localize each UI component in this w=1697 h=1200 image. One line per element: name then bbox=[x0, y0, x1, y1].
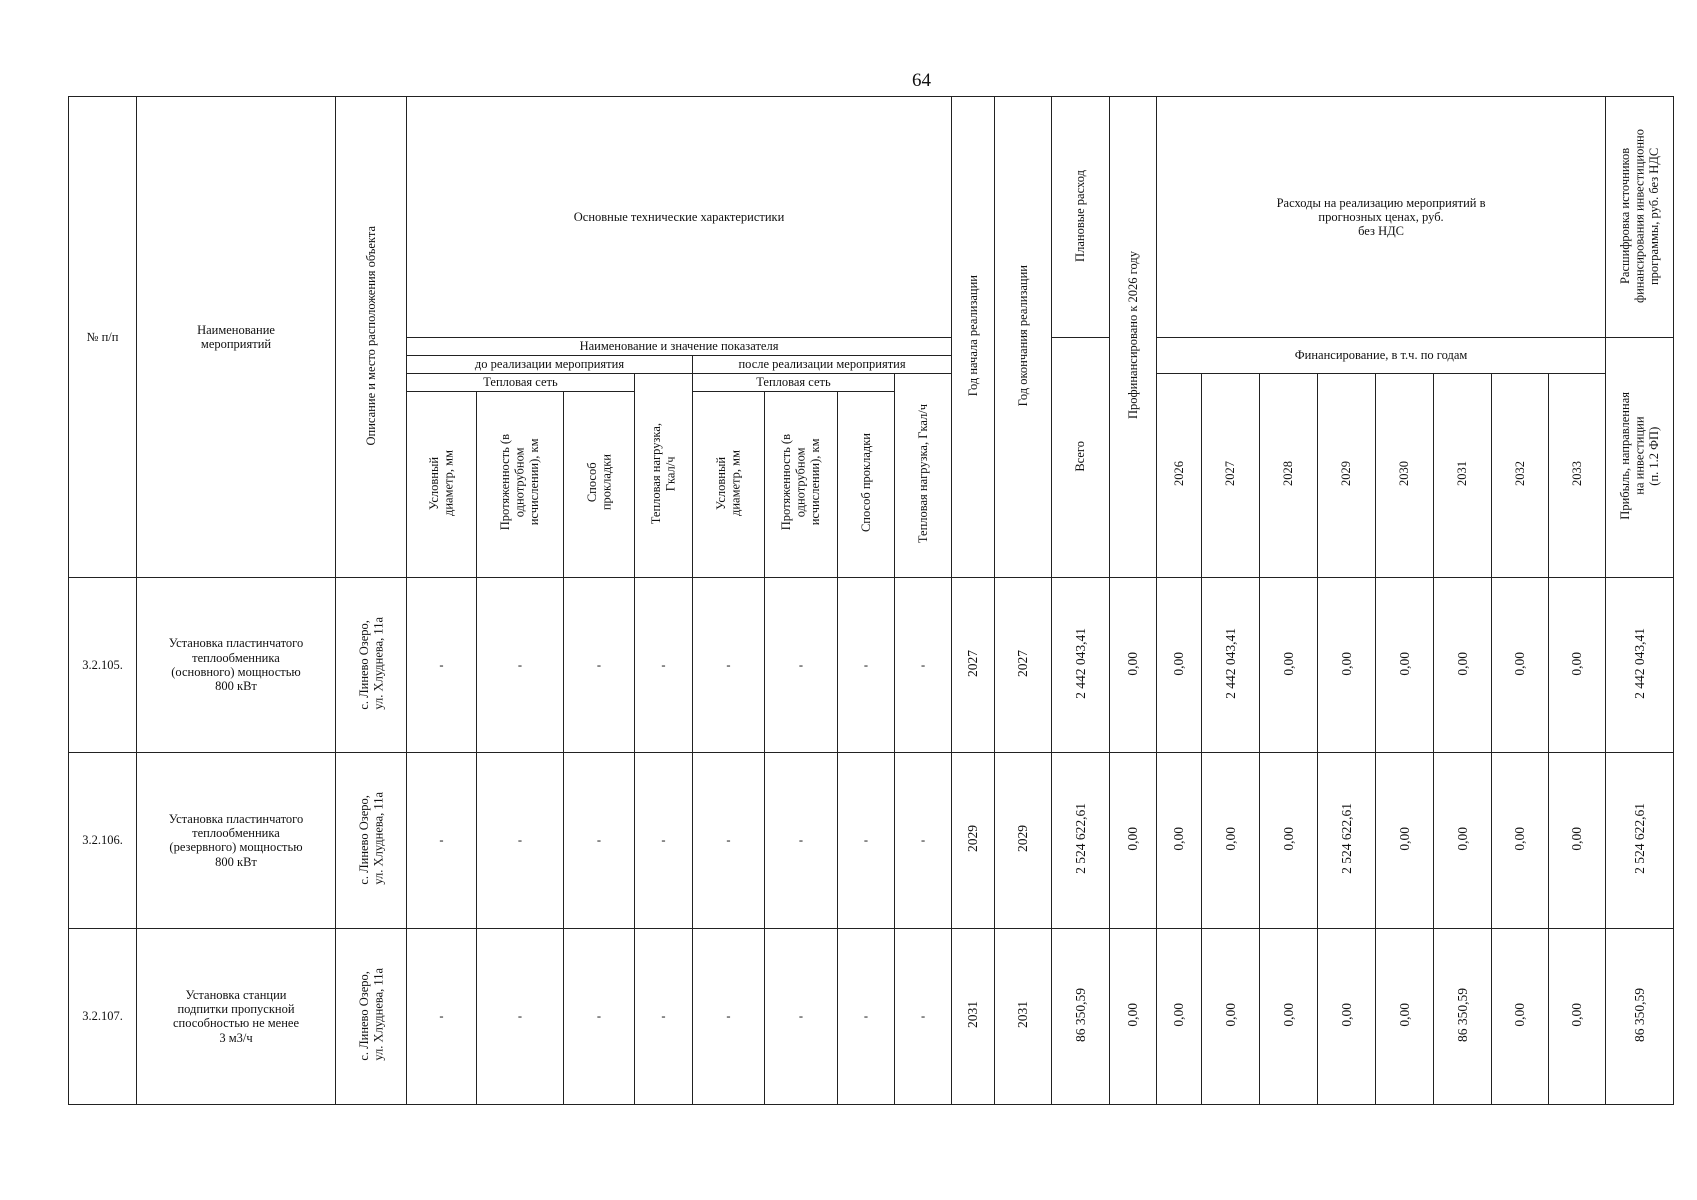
row-tech-1: - bbox=[407, 577, 477, 752]
header-year-2028: 2028 bbox=[1260, 373, 1318, 577]
row-tech-2: - bbox=[477, 928, 564, 1104]
header-length-after: Протяженность (в однотрубном исчислении), км bbox=[765, 391, 838, 577]
row-2029: 2 524 622,61 bbox=[1318, 753, 1376, 928]
row-2033: 0,00 bbox=[1549, 577, 1606, 752]
header-year-2027: 2027 bbox=[1202, 373, 1260, 577]
row-tech-8: - bbox=[895, 577, 952, 752]
header-location: Описание и место расположения объекта bbox=[336, 97, 407, 578]
header-heat-load-before: Тепловая нагрузка, Гкал/ч bbox=[635, 373, 693, 577]
header-year-end: Год окончания реализации bbox=[995, 97, 1052, 578]
row-2032: 0,00 bbox=[1492, 928, 1549, 1104]
row-tech-3: - bbox=[564, 928, 635, 1104]
row-2032: 0,00 bbox=[1492, 577, 1549, 752]
row-total: 2 442 043,41 bbox=[1052, 577, 1110, 752]
header-profit: Прибыль, направленная на инвестиции (п. 1.2 ФП) bbox=[1606, 338, 1674, 577]
row-num: 3.2.107. bbox=[69, 928, 137, 1104]
header-method-before: Способ прокладки bbox=[564, 391, 635, 577]
row-location: с. Линево Озеро, ул. Хлуднева, 11а bbox=[336, 577, 407, 752]
header-expenses: Расходы на реализацию мероприятий в прогнозных ценах, руб. без НДС bbox=[1157, 97, 1606, 338]
page-number: 64 bbox=[912, 70, 931, 91]
header-planned-expense: Плановые расход bbox=[1052, 97, 1110, 338]
row-2031: 0,00 bbox=[1434, 577, 1492, 752]
row-2030: 0,00 bbox=[1376, 577, 1434, 752]
row-tech-7: - bbox=[838, 577, 895, 752]
header-sources: Расшифровка источников финансирования инвестиционно программы, руб. без НДС bbox=[1606, 97, 1674, 338]
row-2026: 0,00 bbox=[1157, 928, 1202, 1104]
row-2027: 2 442 043,41 bbox=[1202, 577, 1260, 752]
header-cond-diameter-before: Условный диаметр, мм bbox=[407, 391, 477, 577]
row-profit: 86 350,59 bbox=[1606, 928, 1674, 1104]
row-name: Установка пластинчатого теплообменника (резервного) мощностью 800 кВт bbox=[137, 753, 336, 928]
row-year-end: 2031 bbox=[995, 928, 1052, 1104]
header-before: до реализации мероприятия bbox=[407, 355, 693, 373]
row-year-start: 2027 bbox=[952, 577, 995, 752]
row-financed: 0,00 bbox=[1110, 753, 1157, 928]
table-row bbox=[69, 753, 1674, 928]
row-num: 3.2.106. bbox=[69, 753, 137, 928]
header-year-2029: 2029 bbox=[1318, 373, 1376, 577]
row-2031: 86 350,59 bbox=[1434, 928, 1492, 1104]
header-indicator-name-value: Наименование и значение показателя bbox=[407, 338, 952, 355]
row-tech-6: - bbox=[765, 577, 838, 752]
row-2031: 0,00 bbox=[1434, 753, 1492, 928]
header-tech-characteristics: Основные технические характеристики bbox=[407, 97, 952, 338]
header-total: Всего bbox=[1052, 338, 1110, 577]
row-year-start: 2029 bbox=[952, 753, 995, 928]
header-year-2032: 2032 bbox=[1492, 373, 1549, 577]
row-num: 3.2.105. bbox=[69, 577, 137, 752]
row-tech-4: - bbox=[635, 928, 693, 1104]
row-2033: 0,00 bbox=[1549, 928, 1606, 1104]
row-name: Установка пластинчатого теплообменника (основного) мощностью 800 кВт bbox=[137, 577, 336, 752]
row-year-end: 2027 bbox=[995, 577, 1052, 752]
row-name: Установка станции подпитки пропускной способностью не менее 3 м3/ч bbox=[137, 928, 336, 1104]
header-name: Наименование мероприятий bbox=[137, 97, 336, 578]
row-2028: 0,00 bbox=[1260, 577, 1318, 752]
row-2026: 0,00 bbox=[1157, 577, 1202, 752]
row-tech-3: - bbox=[564, 577, 635, 752]
row-tech-1: - bbox=[407, 928, 477, 1104]
row-total: 86 350,59 bbox=[1052, 928, 1110, 1104]
row-2027: 0,00 bbox=[1202, 753, 1260, 928]
row-tech-5: - bbox=[693, 753, 765, 928]
investment-program-table bbox=[68, 96, 1674, 1105]
row-2032: 0,00 bbox=[1492, 753, 1549, 928]
row-location: с. Линево Озеро, ул. Хлуднева, 11а bbox=[336, 928, 407, 1104]
row-financed: 0,00 bbox=[1110, 577, 1157, 752]
row-2029: 0,00 bbox=[1318, 928, 1376, 1104]
row-2026: 0,00 bbox=[1157, 753, 1202, 928]
row-tech-7: - bbox=[838, 928, 895, 1104]
row-2027: 0,00 bbox=[1202, 928, 1260, 1104]
row-tech-8: - bbox=[895, 753, 952, 928]
header-year-start: Год начала реализации bbox=[952, 97, 995, 578]
row-2028: 0,00 bbox=[1260, 753, 1318, 928]
row-total: 2 524 622,61 bbox=[1052, 753, 1110, 928]
header-year-2031: 2031 bbox=[1434, 373, 1492, 577]
row-tech-3: - bbox=[564, 753, 635, 928]
row-tech-4: - bbox=[635, 753, 693, 928]
row-tech-1: - bbox=[407, 753, 477, 928]
table-row bbox=[69, 577, 1674, 752]
row-2030: 0,00 bbox=[1376, 753, 1434, 928]
header-heat-load-after: Тепловая нагрузка, Гкал/ч bbox=[895, 373, 952, 577]
header-year-2026: 2026 bbox=[1157, 373, 1202, 577]
row-tech-5: - bbox=[693, 928, 765, 1104]
row-year-start: 2031 bbox=[952, 928, 995, 1104]
table-row bbox=[69, 928, 1674, 1104]
header-length-before: Протяженность (в однотрубном исчислении), км bbox=[477, 391, 564, 577]
row-2029: 0,00 bbox=[1318, 577, 1376, 752]
header-year-2033: 2033 bbox=[1549, 373, 1606, 577]
row-tech-8: - bbox=[895, 928, 952, 1104]
header-year-2030: 2030 bbox=[1376, 373, 1434, 577]
row-2030: 0,00 bbox=[1376, 928, 1434, 1104]
header-after: после реализации мероприятия bbox=[693, 355, 952, 373]
row-2028: 0,00 bbox=[1260, 928, 1318, 1104]
row-tech-6: - bbox=[765, 928, 838, 1104]
header-financing-by-year: Финансирование, в т.ч. по годам bbox=[1157, 338, 1606, 373]
row-tech-5: - bbox=[693, 577, 765, 752]
header-heat-network-after: Тепловая сеть bbox=[693, 373, 895, 391]
row-financed: 0,00 bbox=[1110, 928, 1157, 1104]
header-method-after: Способ прокладки bbox=[838, 391, 895, 577]
row-location: с. Линево Озеро, ул. Хлуднева, 11а bbox=[336, 753, 407, 928]
row-tech-2: - bbox=[477, 577, 564, 752]
row-tech-6: - bbox=[765, 753, 838, 928]
row-2033: 0,00 bbox=[1549, 753, 1606, 928]
row-tech-4: - bbox=[635, 577, 693, 752]
row-year-end: 2029 bbox=[995, 753, 1052, 928]
header-num: № п/п bbox=[69, 97, 137, 578]
row-tech-7: - bbox=[838, 753, 895, 928]
header-cond-diameter-after: Условный диаметр, мм bbox=[693, 391, 765, 577]
header-heat-network-before: Тепловая сеть bbox=[407, 373, 635, 391]
row-profit: 2 524 622,61 bbox=[1606, 753, 1674, 928]
header-financed: Профинансировано к 2026 году bbox=[1110, 97, 1157, 578]
row-tech-2: - bbox=[477, 753, 564, 928]
row-profit: 2 442 043,41 bbox=[1606, 577, 1674, 752]
